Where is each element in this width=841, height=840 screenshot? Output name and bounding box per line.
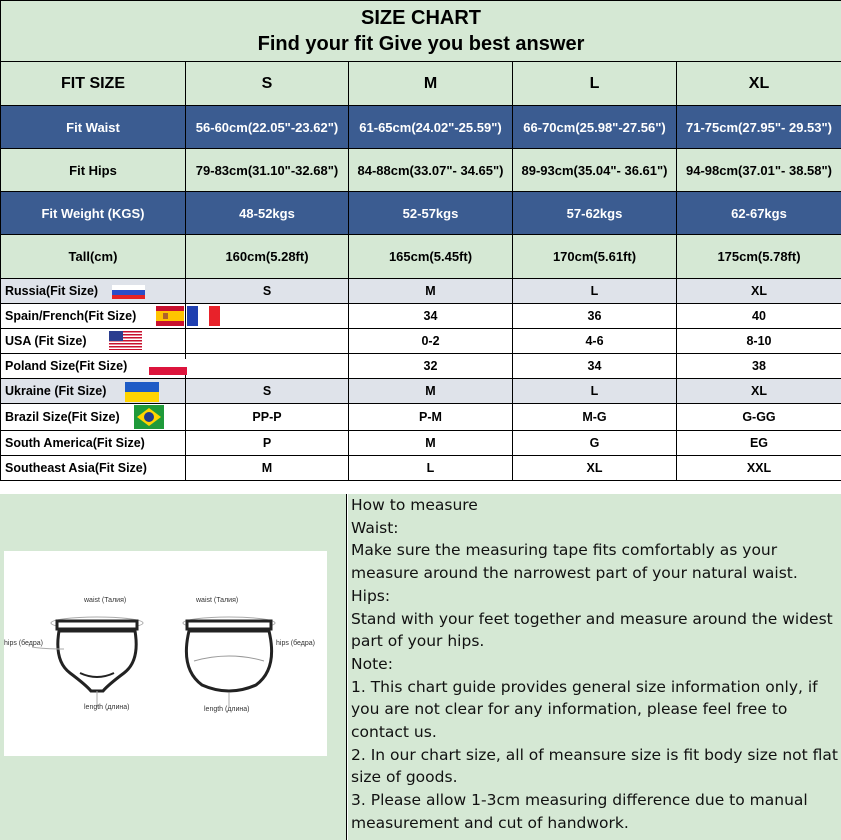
spain-france-label: Spain/French(Fit Size) xyxy=(5,308,137,323)
poland-row xyxy=(1,354,841,379)
header-s: S xyxy=(186,62,349,106)
header-m: M xyxy=(349,62,513,106)
chart-subtitle: Find your fit Give you best answer xyxy=(257,33,585,55)
usa-row xyxy=(1,329,841,354)
instruction-line: Note: xyxy=(351,654,393,673)
russia-label: Russia(Fit Size) xyxy=(5,283,99,298)
cell: G-GG xyxy=(677,404,841,431)
instruction-line: Hips: xyxy=(351,586,391,605)
row-label xyxy=(1,279,186,304)
row-label: Fit Weight (KGS) xyxy=(1,192,186,235)
poland-flag-icon xyxy=(149,359,187,375)
instruction-line: Make sure the measuring tape fits comfortably as your xyxy=(351,541,778,560)
brazil-label: Brazil Size(Fit Size) xyxy=(5,409,120,424)
cell: 175cm(5.78ft) xyxy=(677,235,841,279)
row-label xyxy=(1,329,186,354)
cell: L xyxy=(349,456,513,481)
cell: 71-75cm(27.95"- 29.53") xyxy=(677,106,841,149)
cell: 57-62kgs xyxy=(513,192,677,235)
cell: M-G xyxy=(513,404,677,431)
cell: L xyxy=(513,379,677,404)
instruction-line: measure around the narrowest part of your natural waist. xyxy=(351,564,798,583)
instruction-line: How to measure xyxy=(351,496,478,514)
cell: EG xyxy=(677,431,841,456)
row-label: South America(Fit Size) xyxy=(1,431,186,456)
brazil-row xyxy=(1,404,841,431)
instruction-line: size of goods. xyxy=(351,768,458,787)
brazil-flag-icon xyxy=(134,405,164,429)
header-fit-size: FIT SIZE xyxy=(1,62,186,106)
cell: XL xyxy=(677,379,841,404)
instruction-line: 3. Please allow 1-3cm measuring difference due to manual xyxy=(351,791,808,810)
cell: 34 xyxy=(349,304,513,329)
underwear-diagram xyxy=(4,551,327,756)
cell: 89-93cm(35.04"- 36.61") xyxy=(513,149,677,192)
cell: 79-83cm(31.10"-32.68") xyxy=(186,149,349,192)
cell: M xyxy=(349,279,513,304)
ukraine-row xyxy=(1,379,841,404)
instruction-line: Stand with your feet together and measure around the widest xyxy=(351,609,833,628)
cell: 32 xyxy=(349,354,513,379)
cell: 62-67kgs xyxy=(677,192,841,235)
south-america-row xyxy=(1,431,841,456)
row-label: Fit Hips xyxy=(1,149,186,192)
cell: S xyxy=(186,379,349,404)
cell: PP-P xyxy=(186,404,349,431)
waist-row xyxy=(1,106,841,149)
cell: XXL xyxy=(677,456,841,481)
tall-row xyxy=(1,235,841,279)
russia-flag-icon xyxy=(112,285,145,299)
cell: 52-57kgs xyxy=(349,192,513,235)
cell: L xyxy=(513,279,677,304)
row-label: Fit Waist xyxy=(1,106,186,149)
measurement-illustration xyxy=(4,551,327,756)
row-label xyxy=(1,404,186,431)
russia-row xyxy=(1,279,841,304)
title-block xyxy=(1,1,841,62)
spain-flag-icon xyxy=(156,306,184,326)
instruction-line: measurement and cut of handwork. xyxy=(351,813,629,832)
hips-label-front: hips (бедра) xyxy=(4,640,43,647)
cell: 160cm(5.28ft) xyxy=(186,235,349,279)
spain-france-row xyxy=(1,304,841,329)
cell: 61-65cm(24.02"-25.59") xyxy=(349,106,513,149)
cell: 48-52kgs xyxy=(186,192,349,235)
waist-label-front: waist (Талия) xyxy=(84,597,127,604)
poland-label: Poland Size(Fit Size) xyxy=(5,358,128,373)
cell: 0-2 xyxy=(349,329,513,354)
instruction-line: contact us. xyxy=(351,723,437,742)
measurement-instructions xyxy=(348,494,841,840)
cell: P xyxy=(186,431,349,456)
cell xyxy=(186,354,349,379)
cell: 94-98cm(37.01"- 38.58") xyxy=(677,149,841,192)
usa-label: USA (Fit Size) xyxy=(5,333,87,348)
ukraine-label: Ukraine (Fit Size) xyxy=(5,383,107,398)
ukraine-flag-icon xyxy=(125,382,159,402)
length-label-back: length (длина) xyxy=(204,706,250,713)
cell: 66-70cm(25.98"-27.56") xyxy=(513,106,677,149)
hips-label-back: hips (бедра) xyxy=(276,640,315,647)
weight-row xyxy=(1,192,841,235)
france-flag-icon xyxy=(187,306,220,326)
cell: 170cm(5.61ft) xyxy=(513,235,677,279)
length-label-front: length (длина) xyxy=(84,704,130,711)
cell: 56-60cm(22.05"-23.62") xyxy=(186,106,349,149)
row-label: Tall(cm) xyxy=(1,235,186,279)
cell: 84-88cm(33.07"- 34.65") xyxy=(349,149,513,192)
instruction-line: part of your hips. xyxy=(351,632,485,651)
header-l: L xyxy=(513,62,677,106)
instruction-line: Waist: xyxy=(351,518,399,537)
row-label xyxy=(1,304,186,329)
chart-title: SIZE CHART xyxy=(361,7,481,29)
header-row xyxy=(1,62,841,106)
cell: S xyxy=(186,279,349,304)
instruction-line: you are not clear for any information, please feel free to xyxy=(351,700,788,719)
cell: M xyxy=(186,456,349,481)
southeast-asia-row xyxy=(1,456,841,481)
cell: 4-6 xyxy=(513,329,677,354)
instruction-line: 1. This chart guide provides general size information only, if xyxy=(351,677,818,696)
cell: 36 xyxy=(513,304,677,329)
cell: G xyxy=(513,431,677,456)
cell: 8-10 xyxy=(677,329,841,354)
cell xyxy=(186,329,349,354)
row-label xyxy=(1,354,186,379)
cell: 165cm(5.45ft) xyxy=(349,235,513,279)
cell: 34 xyxy=(513,354,677,379)
instruction-line: 2. In our chart size, all of meansure size is fit body size not flat xyxy=(351,745,838,764)
row-label: Southeast Asia(Fit Size) xyxy=(1,456,186,481)
cell: 38 xyxy=(677,354,841,379)
header-xl: XL xyxy=(677,62,841,106)
usa-flag-icon xyxy=(109,331,142,350)
cell: XL xyxy=(677,279,841,304)
cell: M xyxy=(349,379,513,404)
row-label xyxy=(1,379,186,404)
hips-row xyxy=(1,149,841,192)
waist-label-back: waist (Талия) xyxy=(196,597,239,604)
cell: P-M xyxy=(349,404,513,431)
cell: M xyxy=(349,431,513,456)
cell: XL xyxy=(513,456,677,481)
cell: 40 xyxy=(677,304,841,329)
